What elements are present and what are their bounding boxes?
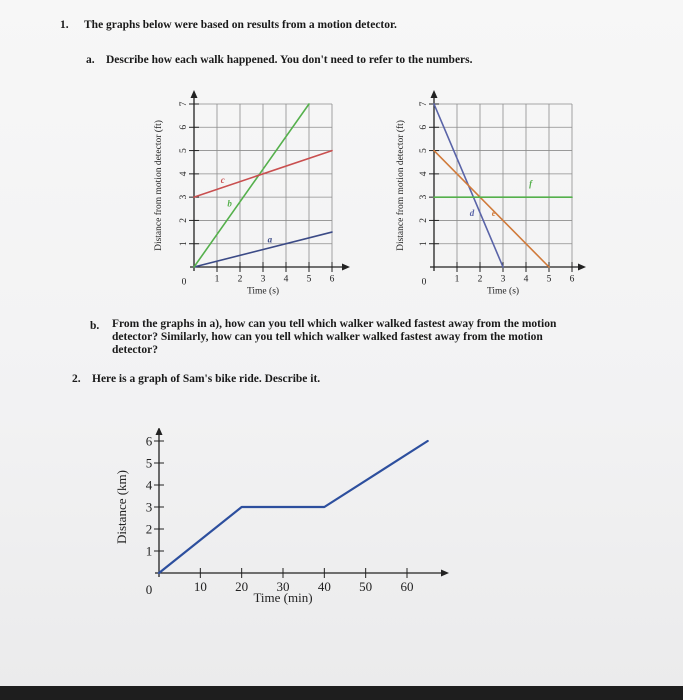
x-axis-arrowhead	[578, 264, 586, 271]
x-tick-label: 3	[260, 274, 266, 285]
series-label-a: a	[267, 234, 273, 245]
x-axis-arrowhead	[441, 570, 449, 577]
y-tick-label: 1	[179, 241, 189, 247]
part-b-text: From the graphs in a), how can you tell which walker walked fastest away from the motion detector? Similarly, how can you tell which walker walked fastest away from the motion detector?	[112, 318, 557, 356]
question-2-number: 2.	[72, 373, 81, 385]
y-tick-label: 5	[419, 148, 429, 153]
y-axis-label: Distance from motion detector (ft)	[154, 120, 164, 251]
y-tick-label: 1	[419, 241, 429, 247]
walk-graph-abc	[148, 72, 363, 307]
bike-ride-graph	[112, 428, 462, 653]
y-tick-label: 3	[419, 194, 429, 200]
x-tick-label: 5	[546, 274, 552, 285]
x-tick-label: 1	[454, 274, 460, 285]
x-tick-label: 30	[276, 579, 290, 594]
y-tick-label: 3	[145, 499, 153, 515]
y-tick-label: 5	[145, 455, 153, 471]
x-axis-label: Time (min)	[253, 590, 313, 605]
y-tick-label: 4	[145, 477, 153, 493]
series-label-d: d	[469, 207, 475, 218]
y-tick-label: 7	[179, 101, 189, 107]
walk-graph-def	[390, 72, 590, 307]
x-tick-label: 6	[329, 274, 335, 285]
x-tick-label: 4	[283, 274, 289, 285]
x-tick-label: 40	[317, 579, 331, 594]
x-tick-label: 50	[359, 579, 373, 594]
y-tick-label: 5	[179, 148, 189, 153]
y-tick-label: 6	[179, 124, 189, 130]
y-tick-label: 2	[145, 521, 153, 537]
question-2-text: Here is a graph of Sam's bike ride. Describe it.	[92, 373, 321, 385]
y-tick-label: 4	[419, 171, 429, 177]
series-label-c: c	[220, 175, 225, 186]
x-tick-label: 6	[569, 274, 575, 285]
x-tick-label: 20	[235, 579, 249, 594]
y-tick-label: 6	[419, 124, 429, 130]
x-tick-label: 4	[523, 274, 529, 285]
question-1-text: The graphs below were based on results from a motion detector.	[84, 19, 397, 31]
y-tick-label: 1	[145, 543, 153, 559]
y-axis-arrowhead	[431, 90, 438, 98]
y-axis-label: Distance (km)	[114, 469, 129, 545]
y-tick-label: 6	[145, 433, 153, 449]
series-label-e: e	[491, 207, 496, 218]
series-line-sam-s-bike-ride	[159, 441, 428, 573]
y-axis-label: Distance from motion detector (ft)	[396, 120, 406, 251]
y-tick-label: 7	[419, 101, 429, 107]
screen-bottom-edge	[0, 686, 683, 700]
y-tick-label: 4	[179, 171, 189, 177]
origin-label: 0	[181, 277, 187, 288]
x-tick-label: 2	[477, 274, 483, 285]
x-tick-label: 60	[400, 579, 414, 594]
origin-label: 0	[421, 277, 427, 288]
y-tick-label: 2	[419, 218, 429, 223]
x-axis-label: Time (s)	[486, 286, 520, 297]
part-a-text: Describe how each walk happened. You don't need to refer to the numbers.	[106, 54, 473, 66]
question-1-number: 1.	[60, 19, 69, 31]
y-tick-label: 3	[179, 194, 189, 200]
x-axis-arrowhead	[342, 264, 350, 271]
y-axis-arrowhead	[191, 90, 198, 98]
part-a-label: a.	[86, 54, 95, 66]
y-tick-label: 2	[179, 218, 189, 223]
y-axis-arrowhead	[156, 428, 163, 435]
x-axis-label: Time (s)	[246, 286, 280, 297]
x-tick-label: 10	[193, 579, 207, 594]
x-tick-label: 3	[500, 274, 506, 285]
part-b-label: b.	[90, 320, 100, 332]
x-tick-label: 2	[237, 274, 243, 285]
x-tick-label: 1	[214, 274, 220, 285]
origin-label: 0	[145, 582, 153, 597]
series-label-b: b	[227, 198, 232, 209]
series-label-f: f	[529, 178, 533, 189]
x-tick-label: 5	[306, 274, 312, 285]
